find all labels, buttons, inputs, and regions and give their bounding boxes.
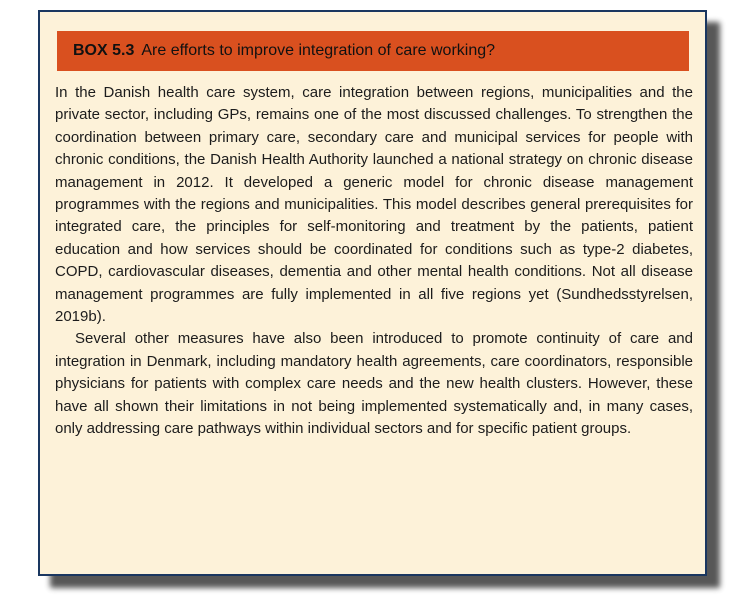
box-label: BOX 5.3: [73, 42, 135, 59]
box-title: Are efforts to improve integration of care working?: [141, 42, 496, 59]
box-header: [57, 31, 689, 71]
paragraph-2: Several other measures have also been introduced to promote continuity of care and integration in Denmark, including mandatory health agreements, care coordinators, responsible physicians for patients with complex care needs and the new health clusters. However, these have all shown their limitations in not being implemented systematically and, in many cases, only addressing care pathways within individual sectors and for specific patient groups.: [55, 330, 693, 438]
box-body: [55, 82, 693, 441]
paragraph-1: In the Danish health care system, care integration between regions, municipalities and the private sector, including GPs, remains one of the most discussed challenges. To strengthen the coordination between primary care, secondary care and municipal services for people with chronic conditions, the Danish Health Authority launched a national strategy on chronic disease management in 2012. It developed a generic model for chronic disease management programmes with the regions and municipalities. This model describes general prerequisites for integrated care, the principles for self-monitoring and treatment by the patients, patient education and how services should be coordinated for conditions such as type-2 diabetes, COPD, cardiovascular diseases, dementia and other mental health conditions. Not all disease management programmes are fully implemented in all five regions yet (Sundhedsstyrelsen, 2019b).: [55, 84, 693, 326]
info-box: [38, 10, 707, 576]
